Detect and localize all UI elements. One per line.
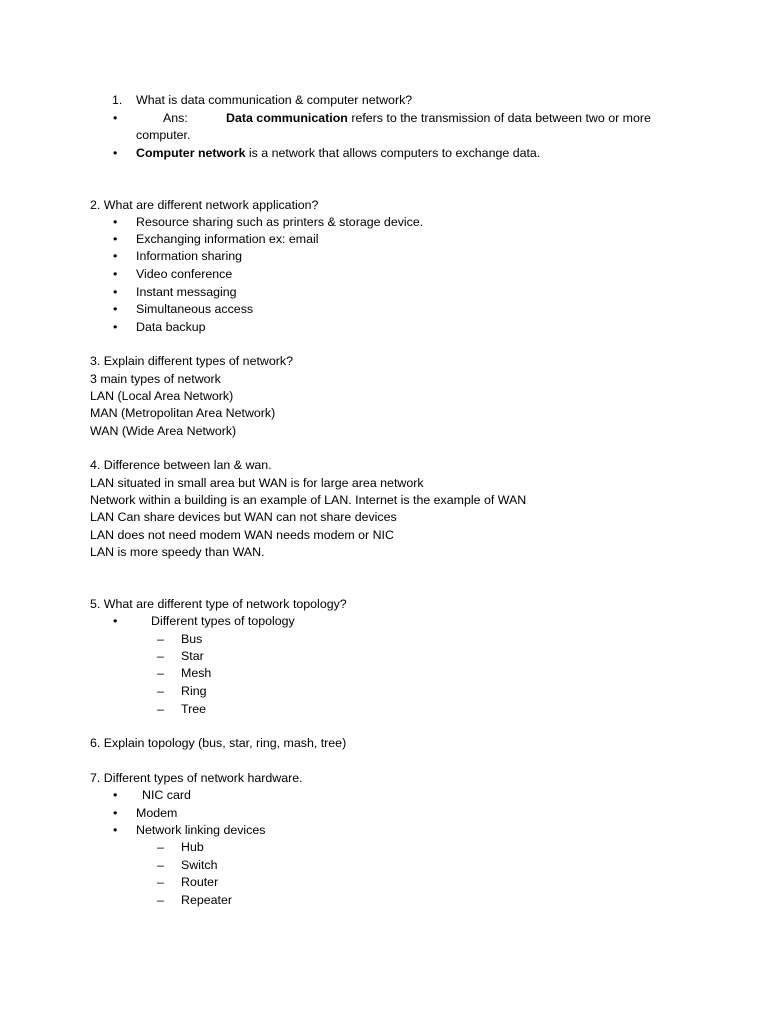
bullet-marker: •: [113, 215, 118, 229]
q7-item: Network linking devices: [136, 823, 266, 837]
q6-question: 6. Explain topology (bus, star, ring, mash, tree): [90, 736, 347, 750]
q1-definition-1-cont: computer.: [136, 128, 191, 142]
q5-item: Different types of topology: [151, 614, 295, 628]
q7-subitem: Repeater: [181, 893, 232, 907]
dash-marker: –: [157, 702, 164, 716]
q1-ans-label: Ans:: [163, 111, 188, 125]
bullet-marker: •: [113, 232, 118, 246]
q5-subitem: Tree: [181, 702, 207, 716]
q2-item: Data backup: [136, 320, 206, 334]
q2-question: 2. What are different network application?: [90, 198, 319, 212]
q1-term-computer-network: Computer network: [136, 146, 246, 160]
dash-marker: –: [157, 649, 164, 663]
q3-line: LAN (Local Area Network): [90, 389, 234, 403]
q5-question: 5. What are different type of network topology?: [90, 597, 347, 611]
bullet-marker: •: [113, 285, 118, 299]
q3-line: WAN (Wide Area Network): [90, 424, 237, 438]
q7-subitem: Switch: [181, 858, 218, 872]
dash-marker: –: [157, 858, 164, 872]
q4-line: Network within a building is an example of LAN. Internet is the example of WAN: [90, 493, 527, 507]
bullet-marker: •: [113, 249, 118, 263]
q4-question: 4. Difference between lan & wan.: [90, 458, 272, 472]
q3-question: 3. Explain different types of network?: [90, 354, 293, 368]
q7-subitem: Router: [181, 875, 219, 889]
bullet-marker: •: [113, 788, 118, 802]
q1-term-data-communication: Data communication: [226, 111, 348, 125]
q5-subitem: Mesh: [181, 666, 212, 680]
q2-item: Video conference: [136, 267, 233, 281]
q1-question: What is data communication & computer network?: [136, 93, 413, 107]
q2-item: Exchanging information ex: email: [136, 232, 319, 246]
q7-item: NIC card: [142, 788, 191, 802]
q2-item: Resource sharing such as printers & storage device.: [136, 215, 424, 229]
q2-item: Information sharing: [136, 249, 243, 263]
bullet-marker: •: [113, 823, 118, 837]
dash-marker: –: [157, 684, 164, 698]
q5-subitem: Bus: [181, 632, 203, 646]
bullet-marker: •: [113, 806, 118, 820]
bullet-marker: •: [113, 146, 118, 160]
q5-subitem: Ring: [181, 684, 207, 698]
q5-subitem: Star: [181, 649, 204, 663]
q1-definition-1: refers to the transmission of data between two or more: [347, 111, 651, 125]
dash-marker: –: [157, 840, 164, 854]
q3-line: 3 main types of network: [90, 372, 221, 386]
q4-line: LAN does not need modem WAN needs modem or NIC: [90, 528, 394, 542]
bullet-marker: •: [113, 614, 118, 628]
bullet-marker: •: [113, 267, 118, 281]
q3-line: MAN (Metropolitan Area Network): [90, 406, 276, 420]
bullet-marker: •: [113, 302, 118, 316]
q1-number: 1.: [112, 93, 123, 107]
q4-line: LAN situated in small area but WAN is for large area network: [90, 476, 424, 490]
q2-item: Simultaneous access: [136, 302, 254, 316]
dash-marker: –: [157, 632, 164, 646]
q2-item: Instant messaging: [136, 285, 237, 299]
q1-definition-2: is a network that allows computers to exchange data.: [245, 146, 541, 160]
bullet-marker: •: [113, 111, 118, 125]
dash-marker: –: [157, 875, 164, 889]
q7-subitem: Hub: [181, 840, 204, 854]
q1-answer-line: [226, 110, 651, 127]
bullet-marker: •: [113, 320, 118, 334]
q7-item: Modem: [136, 806, 178, 820]
q4-line: LAN is more speedy than WAN.: [90, 545, 265, 559]
dash-marker: –: [157, 666, 164, 680]
q4-line: LAN Can share devices but WAN can not share devices: [90, 510, 397, 524]
dash-marker: –: [157, 893, 164, 907]
q7-question: 7. Different types of network hardware.: [90, 771, 303, 785]
q1-answer-line-2: [136, 145, 540, 162]
